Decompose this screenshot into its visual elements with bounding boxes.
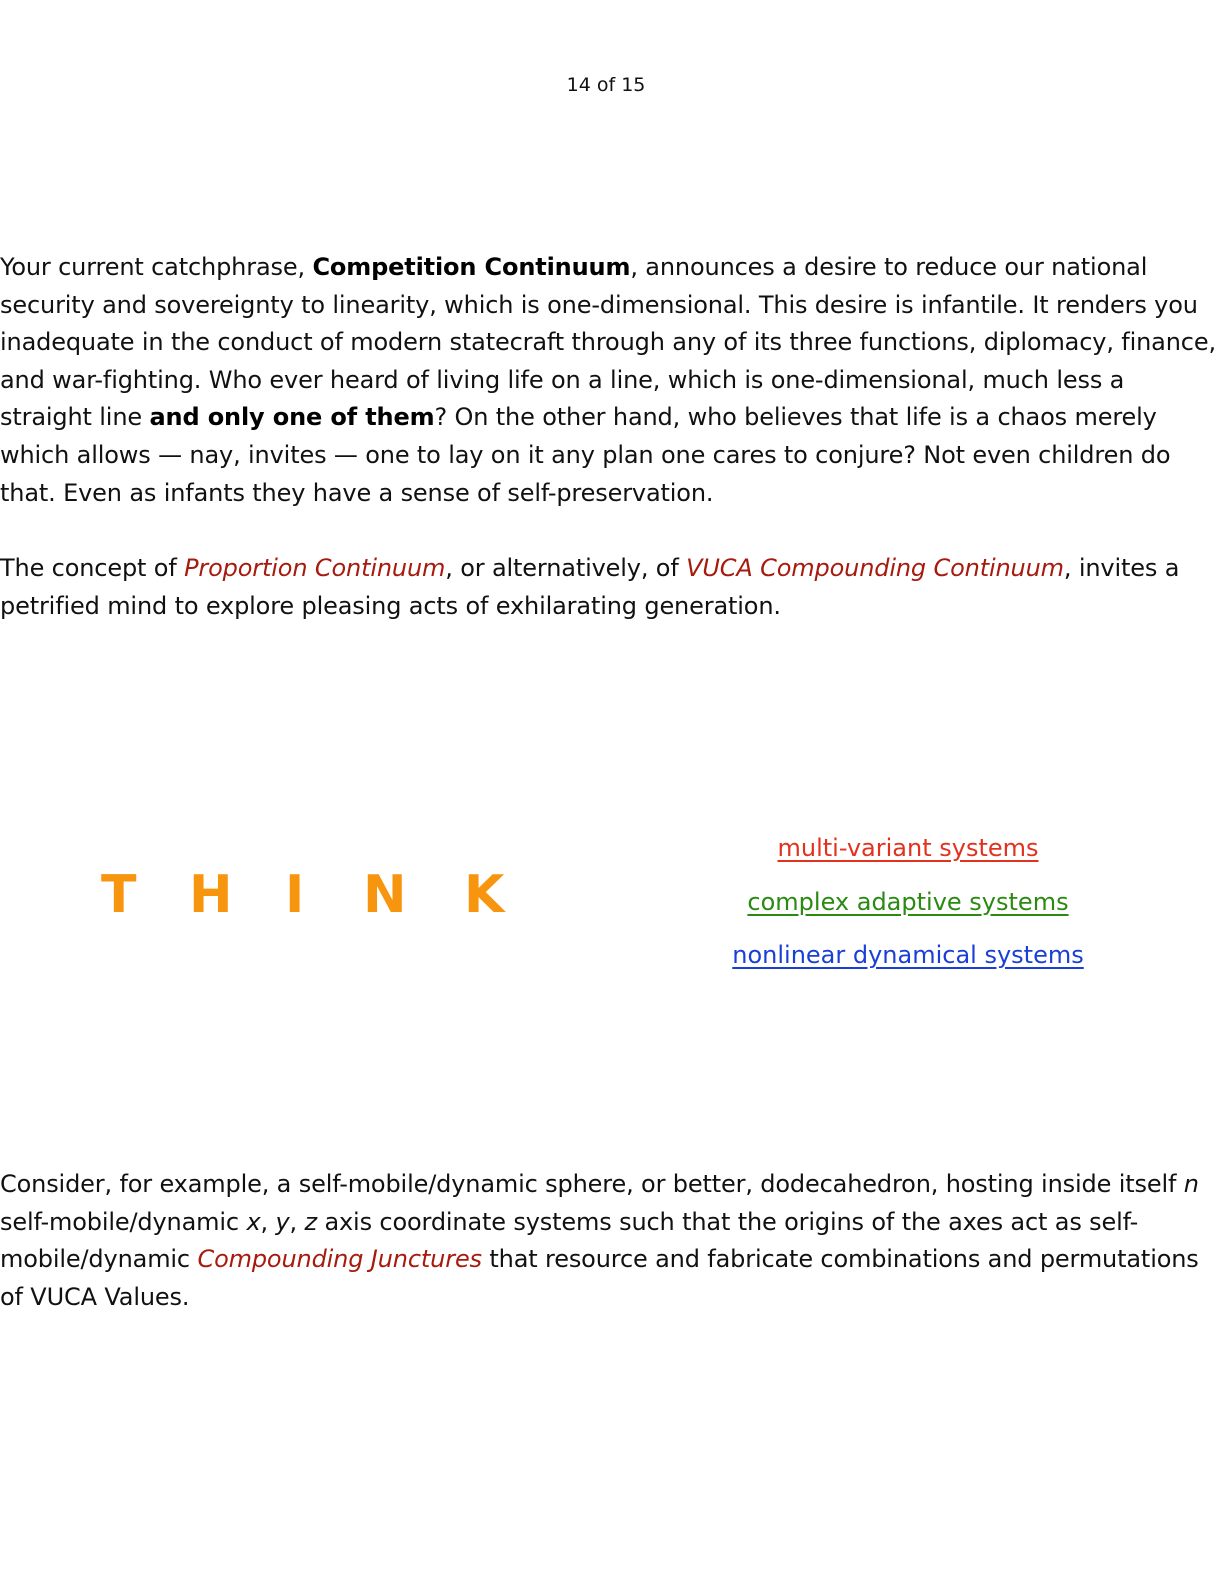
text-run: , or alternatively, of — [445, 554, 687, 582]
term-compounding-junctures: Compounding Junctures — [197, 1245, 482, 1274]
term-vuca-compounding-continuum: VUCA Compounding Continuum — [686, 554, 1064, 582]
link-complex-adaptive-systems[interactable]: complex adaptive systems — [747, 887, 1069, 916]
think-letter: K — [464, 865, 505, 925]
italic-z: z — [304, 1207, 317, 1236]
text-run: , — [260, 1207, 276, 1236]
think-letter: T — [101, 865, 137, 925]
think-letter: H — [189, 865, 233, 925]
page-number: 14 of 15 — [566, 74, 646, 96]
text-run: The concept of — [0, 554, 185, 582]
paragraph-proportion-continuum — [0, 550, 1222, 625]
text-run: that resource and fabricate combinations and permutations of VUCA Values. — [0, 1245, 1199, 1311]
text-run: , invites a petrified mind to explore pleasing acts of exhilarating generation. — [0, 554, 1180, 620]
think-letter: I — [285, 865, 305, 925]
think-letter: N — [363, 865, 407, 925]
bold-phrase-only-one: and only one of them — [149, 403, 435, 432]
italic-y: y — [275, 1207, 290, 1236]
link-multi-variant-systems[interactable]: multi-variant systems — [777, 834, 1039, 862]
text-run: ? On the other hand, who believes that life is a chaos merely which allows — nay, invites — one to lay on it any plan one cares to conjure? Not even children do that. Even as infants they have a sense of self-preservation. — [0, 403, 1171, 507]
link-nonlinear-dynamical-systems[interactable]: nonlinear dynamical systems — [732, 941, 1084, 969]
text-run: Your current catchphrase, — [0, 253, 313, 281]
text-run: self-mobile/dynamic — [0, 1207, 247, 1236]
italic-n: n — [1183, 1170, 1199, 1198]
text-run: Consider, for example, a self-mobile/dynamic sphere, or better, dodecahedron, hosting inside itself — [0, 1170, 1184, 1198]
systems-links — [608, 822, 1208, 983]
italic-x: x — [246, 1207, 261, 1236]
bold-phrase-competition-continuum: Competition Continuum — [312, 253, 631, 281]
paragraph-dodecahedron — [0, 1166, 1222, 1316]
text-run: , — [289, 1207, 305, 1236]
term-proportion-continuum: Proportion Continuum — [184, 554, 446, 582]
text-run: , announces a desire to reduce our national security and sovereignty to linearity, which is one-dimensional. This desire is infantile. It renders you inadequate in the conduct of modern statecraft through any of its three functions, diplomacy, finance, and war-fighting. Who ever heard of living life on a line, which is one-dimensional, much less a straight line — [0, 253, 1216, 432]
paragraph-competition-continuum — [0, 249, 1222, 512]
text-run: axis coordinate systems such that the origins of the axes act as self-mobile/dynamic — [0, 1207, 1139, 1274]
